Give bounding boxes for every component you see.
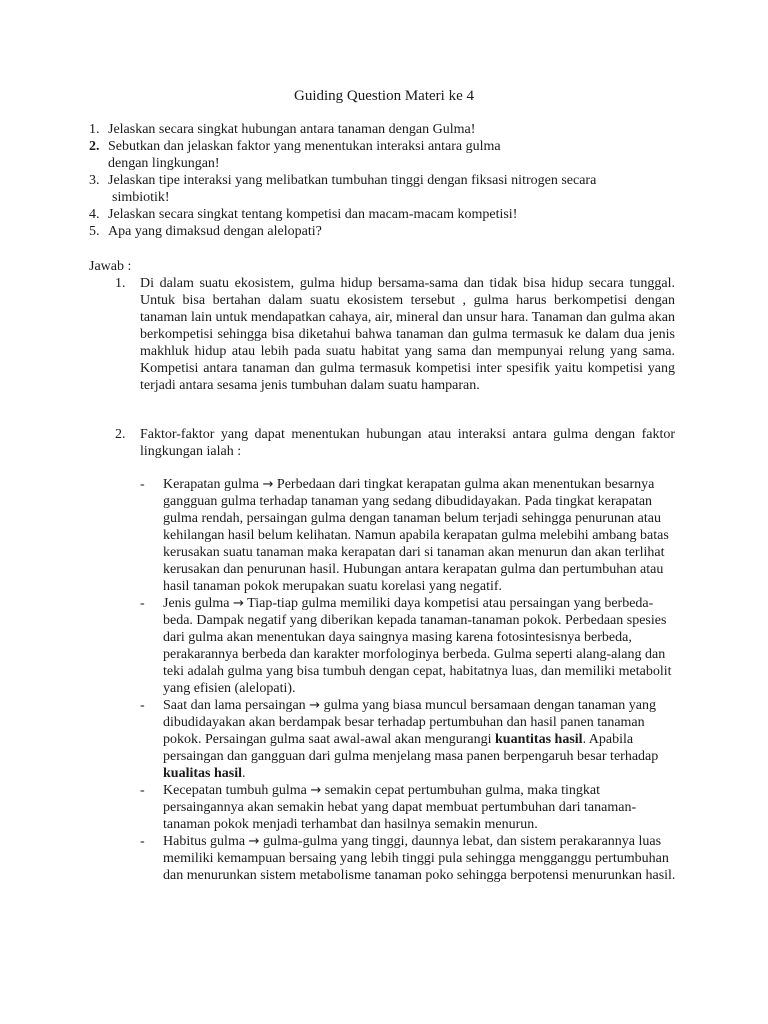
factor-heading: Habitus gulma bbox=[163, 834, 246, 849]
factor-heading: Kecepatan tumbuh gulma bbox=[163, 783, 307, 798]
list-item bbox=[140, 833, 680, 884]
bullet-dash: - bbox=[140, 477, 145, 492]
bold-term: kualitas hasil bbox=[163, 766, 242, 781]
question-text: Sebutkan dan jelaskan faktor yang menentukan interaksi antara gulma bbox=[108, 139, 501, 154]
question-number: 5. bbox=[89, 224, 100, 239]
answer-item bbox=[115, 426, 675, 460]
list-item bbox=[140, 476, 680, 595]
answer-text: Di dalam suatu ekosistem, gulma hidup bersama-sama dan tidak bisa hidup secara tunggal. Untuk bisa bertahan dalam suatu ekosistem tersebut , gulma harus berkompetisi dengan tanaman lain untuk mendapatkan cahaya, air, mineral dan unsur hara. Tanaman dan gulma akan berkompetisi sehingga bisa diketahui bahwa tanaman dan gulma termasuk ke dalam dua jenis makhluk hidup atau lebih pada suatu habitat yang sama dan mempunyai relung yang sama. Kompetisi antara tanaman dan gulma termasuk kompetisi inter spesifik yaitu kompetisi yang terjadi antara sesama jenis tumbuhan dalam suatu hamparan. bbox=[140, 276, 675, 393]
question-text: Jelaskan secara singkat hubungan antara tanaman dengan Gulma! bbox=[108, 122, 476, 137]
factor-heading: Kerapatan gulma bbox=[163, 477, 260, 492]
bullet-dash: - bbox=[140, 596, 145, 611]
question-text: Apa yang dimaksud dengan alelopati? bbox=[108, 224, 322, 239]
arrow-right-icon: → bbox=[233, 596, 244, 611]
list-item bbox=[140, 595, 680, 697]
page-title: Guiding Question Materi ke 4 bbox=[294, 88, 474, 104]
question-continuation: dengan lingkungan! bbox=[108, 156, 220, 171]
factor-heading: Jenis gulma bbox=[163, 596, 230, 611]
answer-label: Jawab : bbox=[89, 259, 132, 274]
list-item bbox=[140, 782, 680, 833]
question-text: Jelaskan secara singkat tentang kompetisi dan macam-macam kompetisi! bbox=[108, 207, 518, 222]
bullet-dash: - bbox=[140, 783, 145, 798]
factor-body: Tiap-tiap gulma memiliki daya kompetisi atau persaingan yang berbeda-beda. Dampak negatif yang diberikan kepada tanaman-tanaman pokok. Perbedaan spesies dari gulma akan menentukan daya saingnya masing karena fotosintesisnya berbeda, perakarannya berbeda dan karakter morfologinya berbeda. Gulma seperti alang-alang dan teki adalah gulma yang bisa tumbuh dengan cepat, habitatnya luas, dan memiliki metabolit yang efisien (alelopati). bbox=[163, 596, 672, 696]
arrow-right-icon: → bbox=[262, 477, 274, 492]
factor-body: gulma yang biasa muncul bersamaan dengan tanaman yang dibudidayakan akan berdampak besar terhadap pertumbuhan dan hasil panen tanaman pokok. Persaingan gulma saat awal-awal akan mengurangi bbox=[163, 698, 656, 747]
bullet-dash: - bbox=[140, 698, 145, 713]
arrow-right-icon: → bbox=[310, 783, 322, 798]
list-item bbox=[140, 697, 680, 782]
factor-heading: Saat dan lama persaingan bbox=[163, 698, 306, 713]
question-number: 1. bbox=[89, 122, 100, 137]
arrow-right-icon: → bbox=[248, 834, 260, 849]
factor-body: . Apabila persaingan dan gangguan dari gulma menjelang masa panen berpengaruh besar terhadap bbox=[163, 732, 659, 764]
factor-body: Perbedaan dari tingkat kerapatan gulma akan menentukan besarnya gangguan gulma terhadap tanaman yang sedang dibudidayakan. Pada tingkat kerapatan gulma rendah, persaingan gulma dengan tanaman belum terjadi sehingga penurunan atau kehilangan hasil belum kelihatan. Namun apabila kerapatan gulma melebihi ambang batas kerusakan suatu tanaman maka kerapatan dari si tanaman akan menurun dan akan terlihat kerusakan dan penurunan hasil. Hubungan antara kerapatan gulma dan pertumbuhan atau hasil tanaman pokok merupakan suatu korelasi yang negatif. bbox=[163, 477, 669, 594]
bullet-dash: - bbox=[140, 834, 145, 849]
question-list bbox=[89, 121, 689, 240]
arrow-right-icon: → bbox=[309, 698, 321, 713]
answer-number: 1. bbox=[115, 276, 126, 291]
question-number: 4. bbox=[89, 207, 100, 222]
question-number: 3. bbox=[89, 173, 100, 188]
question-continuation: simbiotik! bbox=[112, 190, 170, 205]
question-text: Jelaskan tipe interaksi yang melibatkan tumbuhan tinggi dengan fiksasi nitrogen secara bbox=[108, 173, 597, 188]
answer-item bbox=[115, 275, 675, 394]
question-item bbox=[89, 172, 689, 189]
question-item bbox=[89, 206, 689, 223]
answer-number: 2. bbox=[115, 427, 126, 442]
bold-term: kuantitas hasil bbox=[495, 732, 583, 747]
factor-body: semakin cepat pertumbuhan gulma, maka tingkat persaingannya akan semakin hebat yang dapat membuat pertumbuhan dari tanaman-tanaman pokok menjadi terhambat dan hasilnya semakin menurun. bbox=[163, 783, 637, 832]
factor-body: gulma-gulma yang tinggi, daunnya lebat, dan sistem perakarannya luas memiliki kemampuan bersaing yang lebih tinggi pula sehingga mengganggu pertumbuhan dan menurunkan sistem metabolisme tanaman poko sehingga berpotensi menurunkan hasil. bbox=[163, 834, 676, 883]
question-number: 2. bbox=[89, 139, 100, 154]
answer-text: Faktor-faktor yang dapat menentukan hubungan atau interaksi antara gulma dengan faktor lingkungan ialah : bbox=[140, 427, 675, 459]
question-item bbox=[89, 121, 689, 138]
factor-body: . bbox=[241, 766, 246, 781]
question-item bbox=[89, 138, 689, 155]
question-item bbox=[89, 223, 689, 240]
factor-list bbox=[140, 476, 680, 884]
